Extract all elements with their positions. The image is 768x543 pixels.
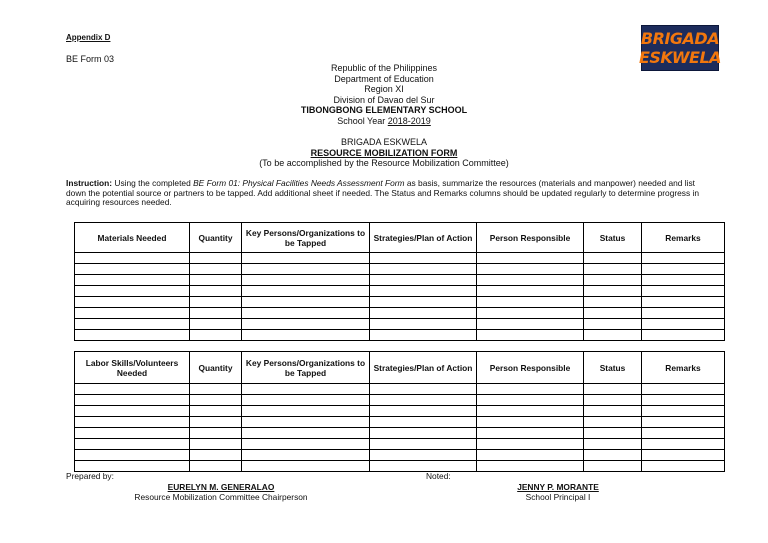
table-cell[interactable] [242,406,370,417]
table-cell[interactable] [370,450,477,461]
table-cell[interactable] [190,297,242,308]
table-cell[interactable] [242,439,370,450]
form-title: RESOURCE MOBILIZATION FORM [310,147,458,158]
table-cell[interactable] [477,297,584,308]
table-cell[interactable] [584,417,642,428]
table-cell[interactable] [370,428,477,439]
table-cell[interactable] [477,286,584,297]
table-row [75,275,725,286]
col-remarks: Remarks [642,223,725,253]
col-status: Status [584,352,642,384]
table-cell[interactable] [642,439,725,450]
table-cell[interactable] [75,461,190,472]
table-cell[interactable] [642,253,725,264]
col-key-persons: Key Persons/Organizations to be Tapped [242,352,370,384]
table-cell[interactable] [242,308,370,319]
table-cell[interactable] [584,395,642,406]
labor-table [74,351,725,472]
header-line1: Republic of the Philippines [330,63,438,73]
form-title-block [234,137,534,169]
table-cell[interactable] [242,264,370,275]
table-cell[interactable] [75,450,190,461]
table-cell[interactable] [190,330,242,341]
table-cell[interactable] [370,319,477,330]
school-year-label: School Year [337,115,388,126]
table-cell[interactable] [190,428,242,439]
table-cell[interactable] [370,253,477,264]
table-cell[interactable] [242,450,370,461]
table-cell[interactable] [242,330,370,341]
table-cell[interactable] [75,384,190,395]
table-cell[interactable] [75,297,190,308]
table-header-row [75,223,725,253]
col-key-persons: Key Persons/Organizations to be Tapped [242,223,370,253]
col-status: Status [584,223,642,253]
table-cell[interactable] [75,319,190,330]
noted-by-title: School Principal I [525,492,591,502]
labor-table-body [75,384,725,472]
table-cell[interactable] [75,308,190,319]
table-cell[interactable] [190,417,242,428]
prepared-by-title: Resource Mobilization Committee Chairperson [134,492,308,502]
table-cell[interactable] [584,330,642,341]
header-line3: Region XI [364,84,404,95]
table-cell[interactable] [477,384,584,395]
table-row [75,439,725,450]
col-person-responsible: Person Responsible [477,352,584,384]
letterhead [234,63,534,127]
table-cell[interactable] [242,253,370,264]
table-cell[interactable] [370,417,477,428]
col-remarks: Remarks [642,352,725,384]
table-cell[interactable] [370,297,477,308]
table-cell[interactable] [642,286,725,297]
table-row [75,461,725,472]
table-row [75,450,725,461]
table-row [75,330,725,341]
table-cell[interactable] [642,297,725,308]
table-cell[interactable] [477,275,584,286]
table-cell[interactable] [75,439,190,450]
table-cell[interactable] [477,439,584,450]
table-cell[interactable] [370,275,477,286]
table-row [75,395,725,406]
table-row [75,297,725,308]
table-cell[interactable] [242,286,370,297]
noted-by-name: JENNY P. MORANTE [517,482,599,492]
logo-line2: ESKWELA [638,48,722,67]
table-cell[interactable] [642,384,725,395]
table-cell[interactable] [370,308,477,319]
materials-table [74,222,725,341]
school-name: TIBONGBONG ELEMENTARY SCHOOL [300,105,468,116]
appendix-label: Appendix D [66,33,111,42]
table-header-row [75,352,725,384]
table-cell[interactable] [584,308,642,319]
instruction-paragraph [66,179,716,208]
table-cell[interactable] [242,417,370,428]
table-cell[interactable] [477,308,584,319]
table-cell[interactable] [75,395,190,406]
table-cell[interactable] [477,253,584,264]
table-cell[interactable] [75,330,190,341]
table-cell[interactable] [190,275,242,286]
table-cell[interactable] [477,450,584,461]
table-cell[interactable] [75,253,190,264]
table-cell[interactable] [242,297,370,308]
table-cell[interactable] [242,275,370,286]
table-cell[interactable] [642,330,725,341]
table-cell[interactable] [370,439,477,450]
table-row [75,308,725,319]
table-cell[interactable] [584,319,642,330]
table-cell[interactable] [75,406,190,417]
col-quantity: Quantity [190,223,242,253]
header-line2: Department of Education [334,73,434,84]
table-cell[interactable] [584,286,642,297]
table-cell[interactable] [242,395,370,406]
table-cell[interactable] [642,417,725,428]
program-name: BRIGADA ESKWELA [340,137,428,147]
table-cell[interactable] [370,384,477,395]
table-cell[interactable] [190,286,242,297]
header-line4: Division of Davao del Sur [333,94,435,105]
materials-table-body [75,253,725,341]
table-cell[interactable] [75,264,190,275]
table-row [75,286,725,297]
table-cell[interactable] [642,461,725,472]
table-cell[interactable] [477,395,584,406]
form-subtitle: (To be accomplished by the Resource Mobilization Committee) [259,158,509,169]
instruction-label: Instruction: [66,178,113,188]
instruction-text-1: Using the completed [112,178,194,188]
table-cell[interactable] [642,395,725,406]
table-cell[interactable] [242,461,370,472]
table-cell[interactable] [75,275,190,286]
table-row [75,384,725,395]
instruction-text-2: as basis, summarize the resources (materials and manpower) needed and list down the potential source or partners to be tapped. Add additional sheet if needed. The Status and Remarks columns should be updated regularly to determine progress in acquiring resources needed. [66,178,700,208]
table-cell[interactable] [477,461,584,472]
table-cell[interactable] [477,406,584,417]
instruction-form-reference: BE Form 01: Physical Facilities Needs Assessment Form [193,178,405,188]
table-cell[interactable] [370,330,477,341]
table-cell[interactable] [584,264,642,275]
col-labor-skills: Labor Skills/Volunteers Needed [75,352,190,384]
table-cell[interactable] [190,461,242,472]
table-cell[interactable] [584,297,642,308]
noted-by-label: Noted: [426,471,451,481]
prepared-by-label: Prepared by: [66,471,114,481]
table-row [75,319,725,330]
table-cell[interactable] [75,286,190,297]
table-cell[interactable] [584,428,642,439]
col-quantity: Quantity [190,352,242,384]
table-cell[interactable] [75,428,190,439]
table-row [75,428,725,439]
school-year [234,116,534,127]
table-cell[interactable] [642,275,725,286]
table-cell[interactable] [190,264,242,275]
table-cell[interactable] [242,319,370,330]
table-cell[interactable] [584,406,642,417]
table-cell[interactable] [642,308,725,319]
table-cell[interactable] [477,330,584,341]
table-row [75,406,725,417]
table-cell[interactable] [370,395,477,406]
table-cell[interactable] [584,253,642,264]
table-row [75,417,725,428]
table-cell[interactable] [190,308,242,319]
table-cell[interactable] [584,384,642,395]
table-cell[interactable] [642,319,725,330]
col-materials-needed: Materials Needed [75,223,190,253]
table-cell[interactable] [190,450,242,461]
prepared-by-name: EURELYN M. GENERALAO [167,482,275,492]
table-cell[interactable] [370,461,477,472]
table-cell[interactable] [370,264,477,275]
table-row [75,264,725,275]
table-cell[interactable] [242,428,370,439]
table-cell[interactable] [477,264,584,275]
table-cell[interactable] [642,428,725,439]
table-cell[interactable] [242,384,370,395]
table-cell[interactable] [477,417,584,428]
table-cell[interactable] [584,439,642,450]
brigada-eskwela-logo [638,25,722,71]
table-cell[interactable] [75,417,190,428]
table-cell[interactable] [370,286,477,297]
table-row [75,253,725,264]
logo-line1: BRIGADA [640,29,720,48]
table-cell[interactable] [584,461,642,472]
table-cell[interactable] [190,319,242,330]
table-cell[interactable] [642,406,725,417]
table-cell[interactable] [190,439,242,450]
table-cell[interactable] [584,275,642,286]
col-strategies: Strategies/Plan of Action [370,352,477,384]
table-cell[interactable] [190,384,242,395]
table-cell[interactable] [477,428,584,439]
table-cell[interactable] [190,253,242,264]
form-code: BE Form 03 [66,54,115,64]
table-cell[interactable] [584,450,642,461]
table-cell[interactable] [370,406,477,417]
school-year-value: 2018-2019 [387,115,431,126]
col-strategies: Strategies/Plan of Action [370,223,477,253]
table-cell[interactable] [642,450,725,461]
table-cell[interactable] [190,406,242,417]
table-cell[interactable] [190,395,242,406]
table-cell[interactable] [642,264,725,275]
col-person-responsible: Person Responsible [477,223,584,253]
table-cell[interactable] [477,319,584,330]
